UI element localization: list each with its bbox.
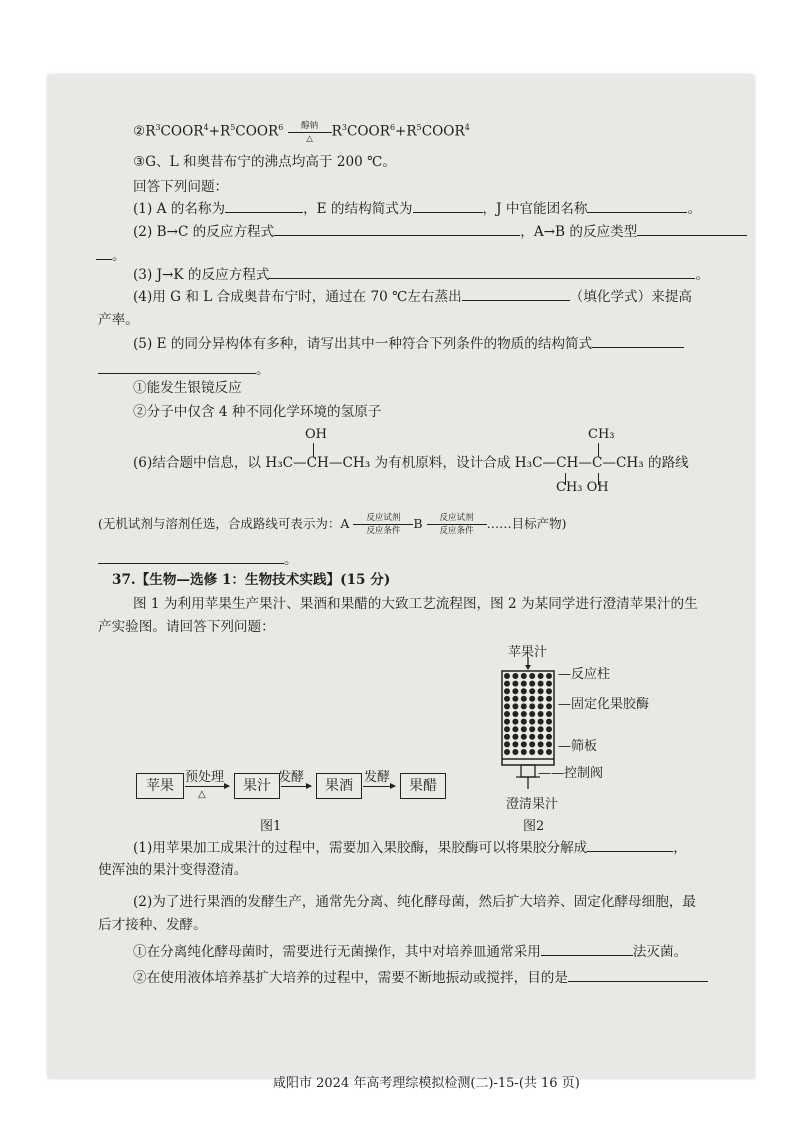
condition-label: 反应条件 [366, 526, 401, 536]
page-footer: 咸阳市 2024 年高考理综模拟检测(二)-15-(共 16 页) [273, 1076, 580, 1091]
enzyme-bead [504, 726, 510, 732]
answer-blank[interactable] [541, 941, 633, 956]
answer-blank[interactable] [96, 245, 112, 260]
enzyme-bead [504, 696, 510, 702]
enzyme-bead [546, 688, 552, 694]
molecule-2-ch3-top: CH₃ [588, 427, 615, 442]
molecule-2: H₃C—CH—C—CH₃ [514, 455, 644, 471]
enzyme-bead [546, 696, 552, 702]
chem-question-2-cont: 。 [96, 245, 126, 265]
step-heat-symbol: △ [198, 789, 206, 800]
chem-question-2: (2) B→C 的反应方程式 ，A→B 的反应类型 [133, 221, 747, 241]
enzyme-bead [529, 726, 535, 732]
chem-question-5-cont: 。 [98, 359, 270, 379]
enzyme-bead [512, 711, 518, 717]
enzyme-bead [529, 719, 535, 725]
bio-question-1-cont: 使浑浊的果汁变得澄清。 [98, 862, 248, 878]
enzyme-bead [546, 703, 552, 709]
route-note: (无机试剂与溶剂任选，合成路线可表示为：A 反应试剂 反应条件 B 反应试剂 反应条件 ……目标产物) [98, 513, 567, 536]
exam-page [48, 75, 754, 1091]
enzyme-bead [538, 734, 544, 740]
enzyme-bead [529, 681, 535, 687]
enzyme-bead [538, 719, 544, 725]
enzyme-bead [504, 711, 510, 717]
enzyme-bead [504, 673, 510, 679]
enzyme-bead [538, 741, 544, 747]
answer-blank[interactable] [269, 264, 695, 279]
enzyme-bead [538, 681, 544, 687]
enzyme-bead [504, 749, 510, 755]
condition-1: ①能发生银镜反应 [133, 380, 242, 396]
bio-intro-1: 图 1 为利用苹果生产果汁、果酒和果醋的大致工艺流程图，图 2 为某同学进行澄清苹果汁的生 [133, 596, 698, 612]
enzyme-bead [529, 688, 535, 694]
label-sieve-plate: —筛板 [558, 739, 598, 754]
reagent-label: 反应试剂 [439, 513, 474, 523]
enzyme-bead [512, 703, 518, 709]
reaction-condition-top: 醇钠 [301, 120, 319, 131]
enzyme-bead [504, 719, 510, 725]
answer-blank[interactable] [462, 286, 570, 301]
enzyme-bead [521, 726, 527, 732]
enzyme-bead [538, 711, 544, 717]
label-reaction-column: —反应柱 [558, 667, 611, 682]
enzyme-bead [529, 734, 535, 740]
enzyme-bead [521, 719, 527, 725]
enzyme-bead [504, 703, 510, 709]
answer-blank[interactable] [587, 198, 687, 213]
bio-question-2-2: ②在使用液体培养基扩大培养的过程中，需要不断地振动或搅拌，目的是 [133, 967, 708, 987]
enzyme-bead [512, 734, 518, 740]
bio-question-2-1: ①在分离纯化酵母菌时，需要进行无菌操作，其中对培养皿通常采用 法灭菌。 [133, 941, 687, 961]
enzyme-bead [521, 741, 527, 747]
chem-question-3: (3) J→K 的反应方程式 。 [133, 264, 709, 284]
fact-3: ③G、L 和奥昔布宁的沸点均高于 200 ℃。 [133, 154, 396, 170]
chem-question-6-cont: 。 [98, 549, 298, 569]
flow-arrow [363, 786, 395, 787]
bio-intro-2: 产实验图。请回答下列问题： [98, 619, 275, 635]
enzyme-bead [546, 673, 552, 679]
flow-node-wine: 果酒 [316, 773, 362, 799]
condition-2: ②分子中仅含 4 种不同化学环境的氢原子 [133, 404, 382, 420]
chem-question-5: (5) E 的同分异构体有多种，请写出其中一种符合下列条件的物质的结构简式 [133, 333, 684, 353]
enzyme-bead [546, 749, 552, 755]
step-ferment-2: 发酵 [364, 770, 391, 785]
enzyme-bead [529, 711, 535, 717]
enzyme-bead [512, 741, 518, 747]
enzyme-bead [521, 703, 527, 709]
answer-blank[interactable] [587, 837, 673, 852]
molecule-2-bottom: CH₃ OH [556, 480, 609, 495]
enzyme-bead [538, 726, 544, 732]
label-control-valve: ——控制阀 [538, 766, 604, 781]
answer-blank[interactable] [225, 198, 303, 213]
enzyme-bead [538, 749, 544, 755]
bio-question-1: (1)用苹果加工成果汁的过程中，需要加入果胶酶，果胶酶可以将果胶分解成 ， [133, 837, 687, 857]
label-immobilized-pectinase: —固定化果胶酶 [558, 697, 650, 712]
condition-label: 反应条件 [439, 526, 474, 536]
enzyme-bead [529, 696, 535, 702]
enzyme-bead [521, 734, 527, 740]
flow-node-apple: 苹果 [136, 773, 184, 799]
step-pretreat: 预处理 [185, 770, 225, 785]
enzyme-bead [546, 734, 552, 740]
enzyme-bead [512, 726, 518, 732]
enzyme-bead [521, 688, 527, 694]
answer-prompt: 回答下列问题： [133, 179, 229, 195]
enzyme-bead [504, 741, 510, 747]
enzyme-bead [546, 726, 552, 732]
enzyme-bead [546, 719, 552, 725]
answer-blank[interactable] [637, 221, 747, 236]
enzyme-bead [512, 673, 518, 679]
chem-question-4: (4)用 G 和 L 合成奥昔布宁时，通过在 70 ℃左右蒸出 （填化学式）来提高 [133, 286, 692, 306]
clear-juice-label: 澄清果汁 [506, 797, 559, 812]
molecule-1: H₃C—CH—CH₃ [265, 455, 371, 471]
enzyme-bead [521, 711, 527, 717]
enzyme-bead [521, 749, 527, 755]
apple-juice-label: 苹果汁 [508, 645, 548, 660]
bio-question-2: (2)为了进行果酒的发酵生产，通常先分离、纯化酵母菌，然后扩大培养、固定化酵母细胞，最 [133, 894, 697, 910]
enzyme-bead [529, 703, 535, 709]
figure-2-caption: 图2 [523, 819, 545, 834]
chem-question-6: (6)结合题中信息，以 H₃C—CH—CH₃ 为有机原料，设计合成 H₃C—CH—C—CH₃ 的路线 [133, 455, 689, 471]
answer-blank[interactable] [413, 198, 483, 213]
enzyme-bead [529, 741, 535, 747]
flow-arrow [281, 786, 311, 787]
enzyme-bead [521, 696, 527, 702]
enzyme-bead [546, 711, 552, 717]
answer-blank[interactable] [274, 221, 520, 236]
enzyme-bead [546, 681, 552, 687]
bio-question-2-cont: 后才接种、发酵。 [98, 917, 207, 933]
enzyme-bead [512, 681, 518, 687]
answer-blank[interactable] [592, 333, 684, 348]
flow-node-juice: 果汁 [234, 773, 280, 799]
enzyme-bead [504, 681, 510, 687]
enzyme-bead [512, 749, 518, 755]
enzyme-bead [529, 673, 535, 679]
enzyme-bead [521, 673, 527, 679]
enzyme-bead [512, 688, 518, 694]
enzyme-bead [512, 719, 518, 725]
enzyme-bead [504, 734, 510, 740]
reaction-2: $②R^3COOR^4+R^5COOR^6$ 醇钠 △ $R^3COOR^6+R^5COOR^4$ [133, 120, 470, 144]
step-ferment-1: 发酵 [278, 770, 305, 785]
answer-blank[interactable] [98, 359, 256, 374]
flow-arrow [185, 786, 229, 787]
molecule-1-oh: OH [305, 427, 327, 442]
enzyme-bead [512, 696, 518, 702]
answer-blank[interactable] [98, 549, 284, 564]
bio-heading: 37.【生物—选修 1：生物技术实践】(15 分) [112, 572, 391, 588]
answer-blank[interactable] [568, 967, 708, 982]
reaction-condition-bottom: △ [306, 133, 313, 144]
enzyme-bead [546, 741, 552, 747]
chem-question-1: (1) A 的名称为 ，E 的结构简式为 ，J 中官能团名称 。 [133, 198, 701, 218]
enzyme-bead [538, 703, 544, 709]
enzyme-bead [529, 749, 535, 755]
flow-node-vinegar: 果醋 [400, 773, 446, 799]
enzyme-bead [538, 696, 544, 702]
reagent-label: 反应试剂 [366, 513, 401, 523]
enzyme-bead [521, 681, 527, 687]
enzyme-bead [538, 688, 544, 694]
enzyme-bead [504, 688, 510, 694]
chem-question-4-cont: 产率。 [98, 312, 139, 328]
enzyme-bead [538, 673, 544, 679]
figure-1-caption: 图1 [260, 819, 282, 834]
